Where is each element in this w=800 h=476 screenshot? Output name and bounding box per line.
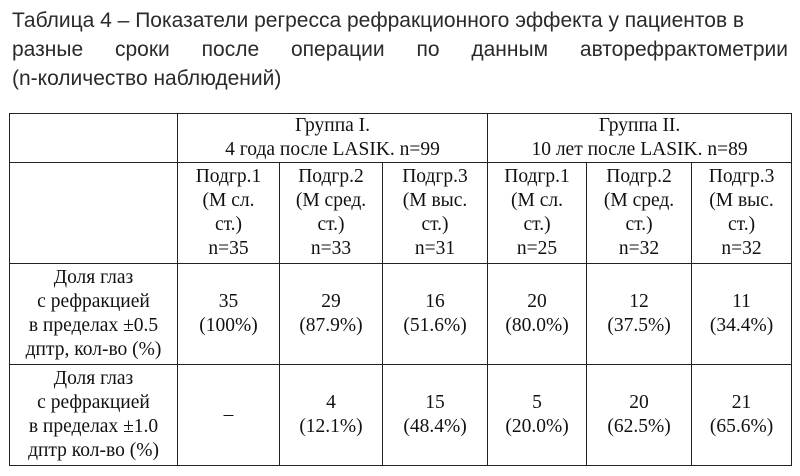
cell-percent: (100%): [199, 315, 258, 336]
cell-percent: (12.1%): [299, 416, 363, 437]
data-cell: [587, 365, 692, 466]
subgroup-degree-suffix: ст.): [523, 214, 551, 235]
subgroup-name: Подгр.3: [402, 166, 468, 187]
cell-percent: (80.0%): [505, 315, 569, 336]
row-label-line: в пределах ±0.5: [28, 315, 159, 336]
row-label: [10, 365, 178, 466]
subgroup-degree: (М сред.: [603, 190, 675, 211]
cell-percent: (34.4%): [709, 315, 774, 336]
data-cell: [383, 365, 488, 466]
cell-count: 15: [425, 392, 445, 413]
subgroup-header: [280, 163, 383, 264]
data-cell: [178, 365, 280, 466]
cell-count: 35: [218, 291, 239, 312]
group-subtitle: 10 лет после LASIK. n=89: [531, 139, 748, 160]
group-header-2: [488, 114, 792, 163]
row-label-line: Доля глаз: [53, 368, 134, 389]
caption-line-3: (n-количество наблюдений): [12, 67, 282, 90]
group-subtitle: 4 года после LASIK. n=99: [225, 139, 440, 160]
caption-line-2: разные сроки после операции по данным авторефрактометрии: [12, 38, 788, 61]
cell-count: 21: [731, 392, 752, 413]
subgroup-name: Подгр.1: [195, 166, 262, 187]
subgroup-name: Подгр.1: [504, 166, 570, 187]
subgroup-degree-suffix: ст.): [214, 214, 243, 235]
row-label-line: с рефракцией: [37, 392, 150, 413]
group-header-row: [10, 114, 792, 163]
subgroup-degree: (М выс.: [402, 190, 468, 211]
data-cell: [692, 264, 792, 365]
table-row: [10, 264, 792, 365]
cell-percent: (65.6%): [709, 416, 774, 437]
row-label-line: дптр кол-во (%): [28, 440, 159, 461]
subgroup-degree: (М сл.: [511, 190, 564, 211]
cell-count: 4: [326, 392, 336, 413]
cell-count: 12: [629, 291, 649, 312]
row-label-line: в пределах ±1.0: [28, 416, 159, 437]
cell-percent: (20.0%): [505, 416, 569, 437]
subgroup-degree: (М сл.: [202, 190, 255, 211]
cell-count: 16: [425, 291, 445, 312]
corner-cell: [10, 114, 178, 163]
cell-count: 5: [532, 392, 542, 413]
subgroup-degree-suffix: ст.): [421, 214, 449, 235]
subgroup-count: n=25: [516, 238, 558, 259]
empty-label-cell: [10, 163, 178, 264]
subgroup-name: Подгр.2: [606, 166, 672, 187]
cell-percent: (62.5%): [607, 416, 671, 437]
subgroup-degree: (М сред.: [295, 190, 367, 211]
data-cell: [178, 264, 280, 365]
subgroup-degree-suffix: ст.): [317, 214, 345, 235]
cell-count: –: [223, 404, 234, 425]
data-cell: [692, 365, 792, 466]
table-caption: [12, 6, 788, 93]
table-row: [10, 365, 792, 466]
group-title: Группа II.: [598, 115, 681, 136]
subgroup-count: n=33: [310, 238, 352, 259]
row-label-line: Доля глаз: [53, 267, 134, 288]
group-title: Группа I.: [294, 115, 371, 136]
subgroup-degree-suffix: ст.): [625, 214, 653, 235]
data-cell: [488, 365, 587, 466]
row-label: [10, 264, 178, 365]
subgroup-name: Подгр.3: [708, 166, 775, 187]
cell-count: 11: [732, 291, 751, 312]
subgroup-header: [383, 163, 488, 264]
subgroup-header-row: [10, 163, 792, 264]
subgroup-count: n=32: [618, 238, 660, 259]
cell-percent: (37.5%): [607, 315, 671, 336]
subgroup-name: Подгр.2: [298, 166, 364, 187]
subgroup-header: [692, 163, 792, 264]
data-cell: [587, 264, 692, 365]
cell-percent: (87.9%): [299, 315, 363, 336]
data-cell: [488, 264, 587, 365]
data-cell: [280, 365, 383, 466]
cell-count: 20: [527, 291, 547, 312]
subgroup-degree-suffix: ст.): [727, 214, 756, 235]
cell-percent: (51.6%): [403, 315, 467, 336]
subgroup-header: [488, 163, 587, 264]
data-cell: [383, 264, 488, 365]
row-label-line: дптр, кол-во (%): [25, 339, 162, 360]
group-header-1: [178, 114, 488, 163]
subgroup-count: n=31: [414, 238, 456, 259]
subgroup-header: [178, 163, 280, 264]
subgroup-count: n=32: [721, 238, 762, 259]
row-label-line: с рефракцией: [37, 291, 150, 312]
subgroup-header: [587, 163, 692, 264]
caption-line-1: Таблица 4 – Показатели регресса рефракционного эффекта у пациентов в: [12, 9, 745, 32]
results-table: [9, 113, 792, 466]
cell-percent: (48.4%): [403, 416, 467, 437]
cell-count: 29: [321, 291, 341, 312]
subgroup-count: n=35: [208, 238, 249, 259]
cell-count: 20: [629, 392, 649, 413]
data-cell: [280, 264, 383, 365]
subgroup-degree: (М выс.: [709, 190, 774, 211]
